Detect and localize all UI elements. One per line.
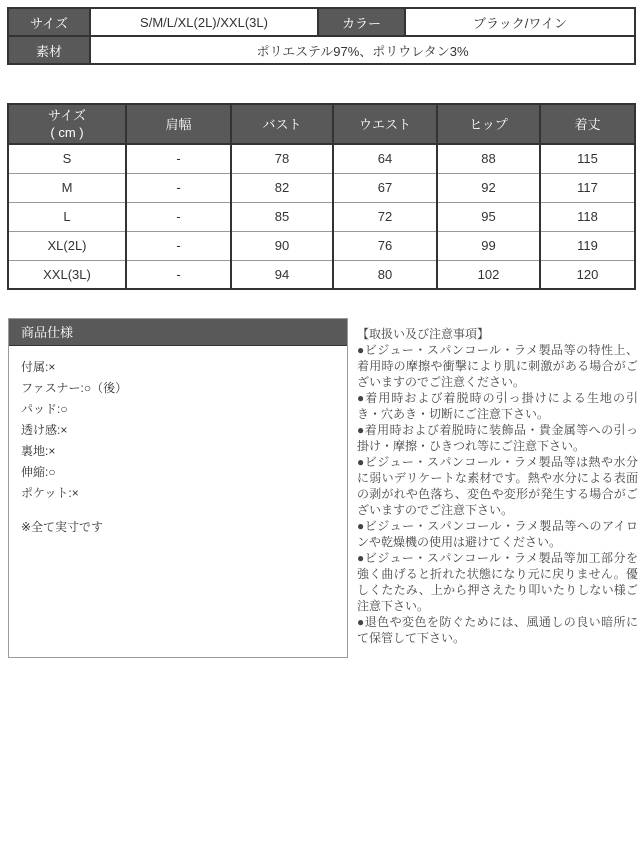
spec-item-fastener: ファスナー:○（後）: [21, 381, 128, 395]
size-cell: XXL(3L): [8, 260, 126, 289]
size-row-s: [8, 144, 635, 173]
size-cell: -: [126, 173, 231, 202]
size-cell: -: [126, 231, 231, 260]
header-hip: ヒップ: [437, 104, 540, 144]
size-cell: 78: [231, 144, 333, 173]
material-label-cell: 素材: [8, 36, 90, 64]
header-waist: ウエスト: [333, 104, 437, 144]
spec-box: [8, 318, 348, 658]
size-cell: 99: [437, 231, 540, 260]
size-cell: 119: [540, 231, 635, 260]
spec-note: ※全て実寸です: [21, 520, 104, 534]
size-cell: 64: [333, 144, 437, 173]
spec-item-pocket: ポケット:×: [21, 486, 79, 500]
care-note-item: ●ビジュー・スパンコール・ラメ製品等は熱や水分に弱いデリケートな素材です。熱や水分による表面の剥がれや色落ち、変色や変形が発生する場合がございますのでご注意下さい。: [357, 455, 638, 517]
size-cell: -: [126, 144, 231, 173]
size-row-xl: [8, 231, 635, 260]
size-cell: -: [126, 260, 231, 289]
size-cell: 85: [231, 202, 333, 231]
care-note-item: ●着用時および着脱時に装飾品・貴金属等への引っ掛け・摩擦・ひきつれ等にご注意下さい。: [357, 423, 638, 453]
size-cell: -: [126, 202, 231, 231]
size-row-l: [8, 202, 635, 231]
size-cell: 118: [540, 202, 635, 231]
color-value-cell: ブラック/ワイン: [405, 8, 635, 36]
care-notes-title: 【取扱い及び注意事項】: [357, 327, 490, 341]
care-note-item: ●着用時および着脱時の引っ掛けによる生地の引き・穴あき・切断にご注意下さい。: [357, 391, 638, 421]
care-note-item: ●ビジュー・スパンコール・ラメ製品等加工部分を強く曲げると折れた状態になり元に戻りません。優しくたたみ、上から押さえたり叩いたりしない様ご注意下さい。: [357, 551, 638, 613]
size-cell: 76: [333, 231, 437, 260]
size-cell: 94: [231, 260, 333, 289]
header-shoulder: 肩幅: [126, 104, 231, 144]
header-size-line2: ( cm ): [50, 125, 84, 140]
size-cell: 92: [437, 173, 540, 202]
size-chart-table: [7, 103, 636, 290]
size-cell: 80: [333, 260, 437, 289]
size-cell: 95: [437, 202, 540, 231]
header-length: 着丈: [540, 104, 635, 144]
spec-item-accessory: 付属:×: [21, 360, 56, 374]
spec-item-pad: パッド:○: [21, 402, 68, 416]
material-value-cell: ポリエステル97%、ポリウレタン3%: [90, 36, 635, 64]
size-cell: 67: [333, 173, 437, 202]
spec-item-lining: 裏地:×: [21, 444, 56, 458]
info-row-material: [8, 36, 635, 64]
header-size-line1: サイズ: [48, 108, 86, 123]
size-cell: 72: [333, 202, 437, 231]
size-row-m: [8, 173, 635, 202]
color-label-cell: カラー: [318, 8, 405, 36]
spec-box-title: 商品仕様: [9, 319, 347, 346]
size-row-xxl: [8, 260, 635, 289]
header-bust: バスト: [231, 104, 333, 144]
size-cell: L: [8, 202, 126, 231]
care-note-item: ●退色や変色を防ぐためには、風通しの良い暗所にて保管して下さい。: [357, 615, 638, 645]
size-cell: M: [8, 173, 126, 202]
size-value-cell: S/M/L/XL(2L)/XXL(3L): [90, 8, 318, 36]
care-note-item: ●ビジュー・スパンコール・ラメ製品等へのアイロンや乾燥機の使用は避けてください。: [357, 519, 638, 549]
size-chart-header-row: [8, 104, 635, 144]
header-size-cm: [8, 104, 126, 144]
size-cell: XL(2L): [8, 231, 126, 260]
care-note-item: ●ビジュー・スパンコール・ラメ製品等の特性上、着用時の摩擦や衝撃により肌に刺激がある場合がございますのでご注意ください。: [357, 343, 638, 389]
size-cell: 90: [231, 231, 333, 260]
size-cell: 88: [437, 144, 540, 173]
size-cell: 115: [540, 144, 635, 173]
size-label-cell: サイズ: [8, 8, 90, 36]
size-cell: 82: [231, 173, 333, 202]
care-notes: [357, 326, 638, 646]
size-cell: 117: [540, 173, 635, 202]
size-cell: 120: [540, 260, 635, 289]
size-cell: 102: [437, 260, 540, 289]
spec-list: [9, 346, 347, 549]
spec-item-sheerness: 透け感:×: [21, 423, 68, 437]
info-row-size-color: [8, 8, 635, 36]
spec-item-stretch: 伸縮:○: [21, 465, 56, 479]
size-cell: S: [8, 144, 126, 173]
product-info-table: [7, 7, 636, 65]
